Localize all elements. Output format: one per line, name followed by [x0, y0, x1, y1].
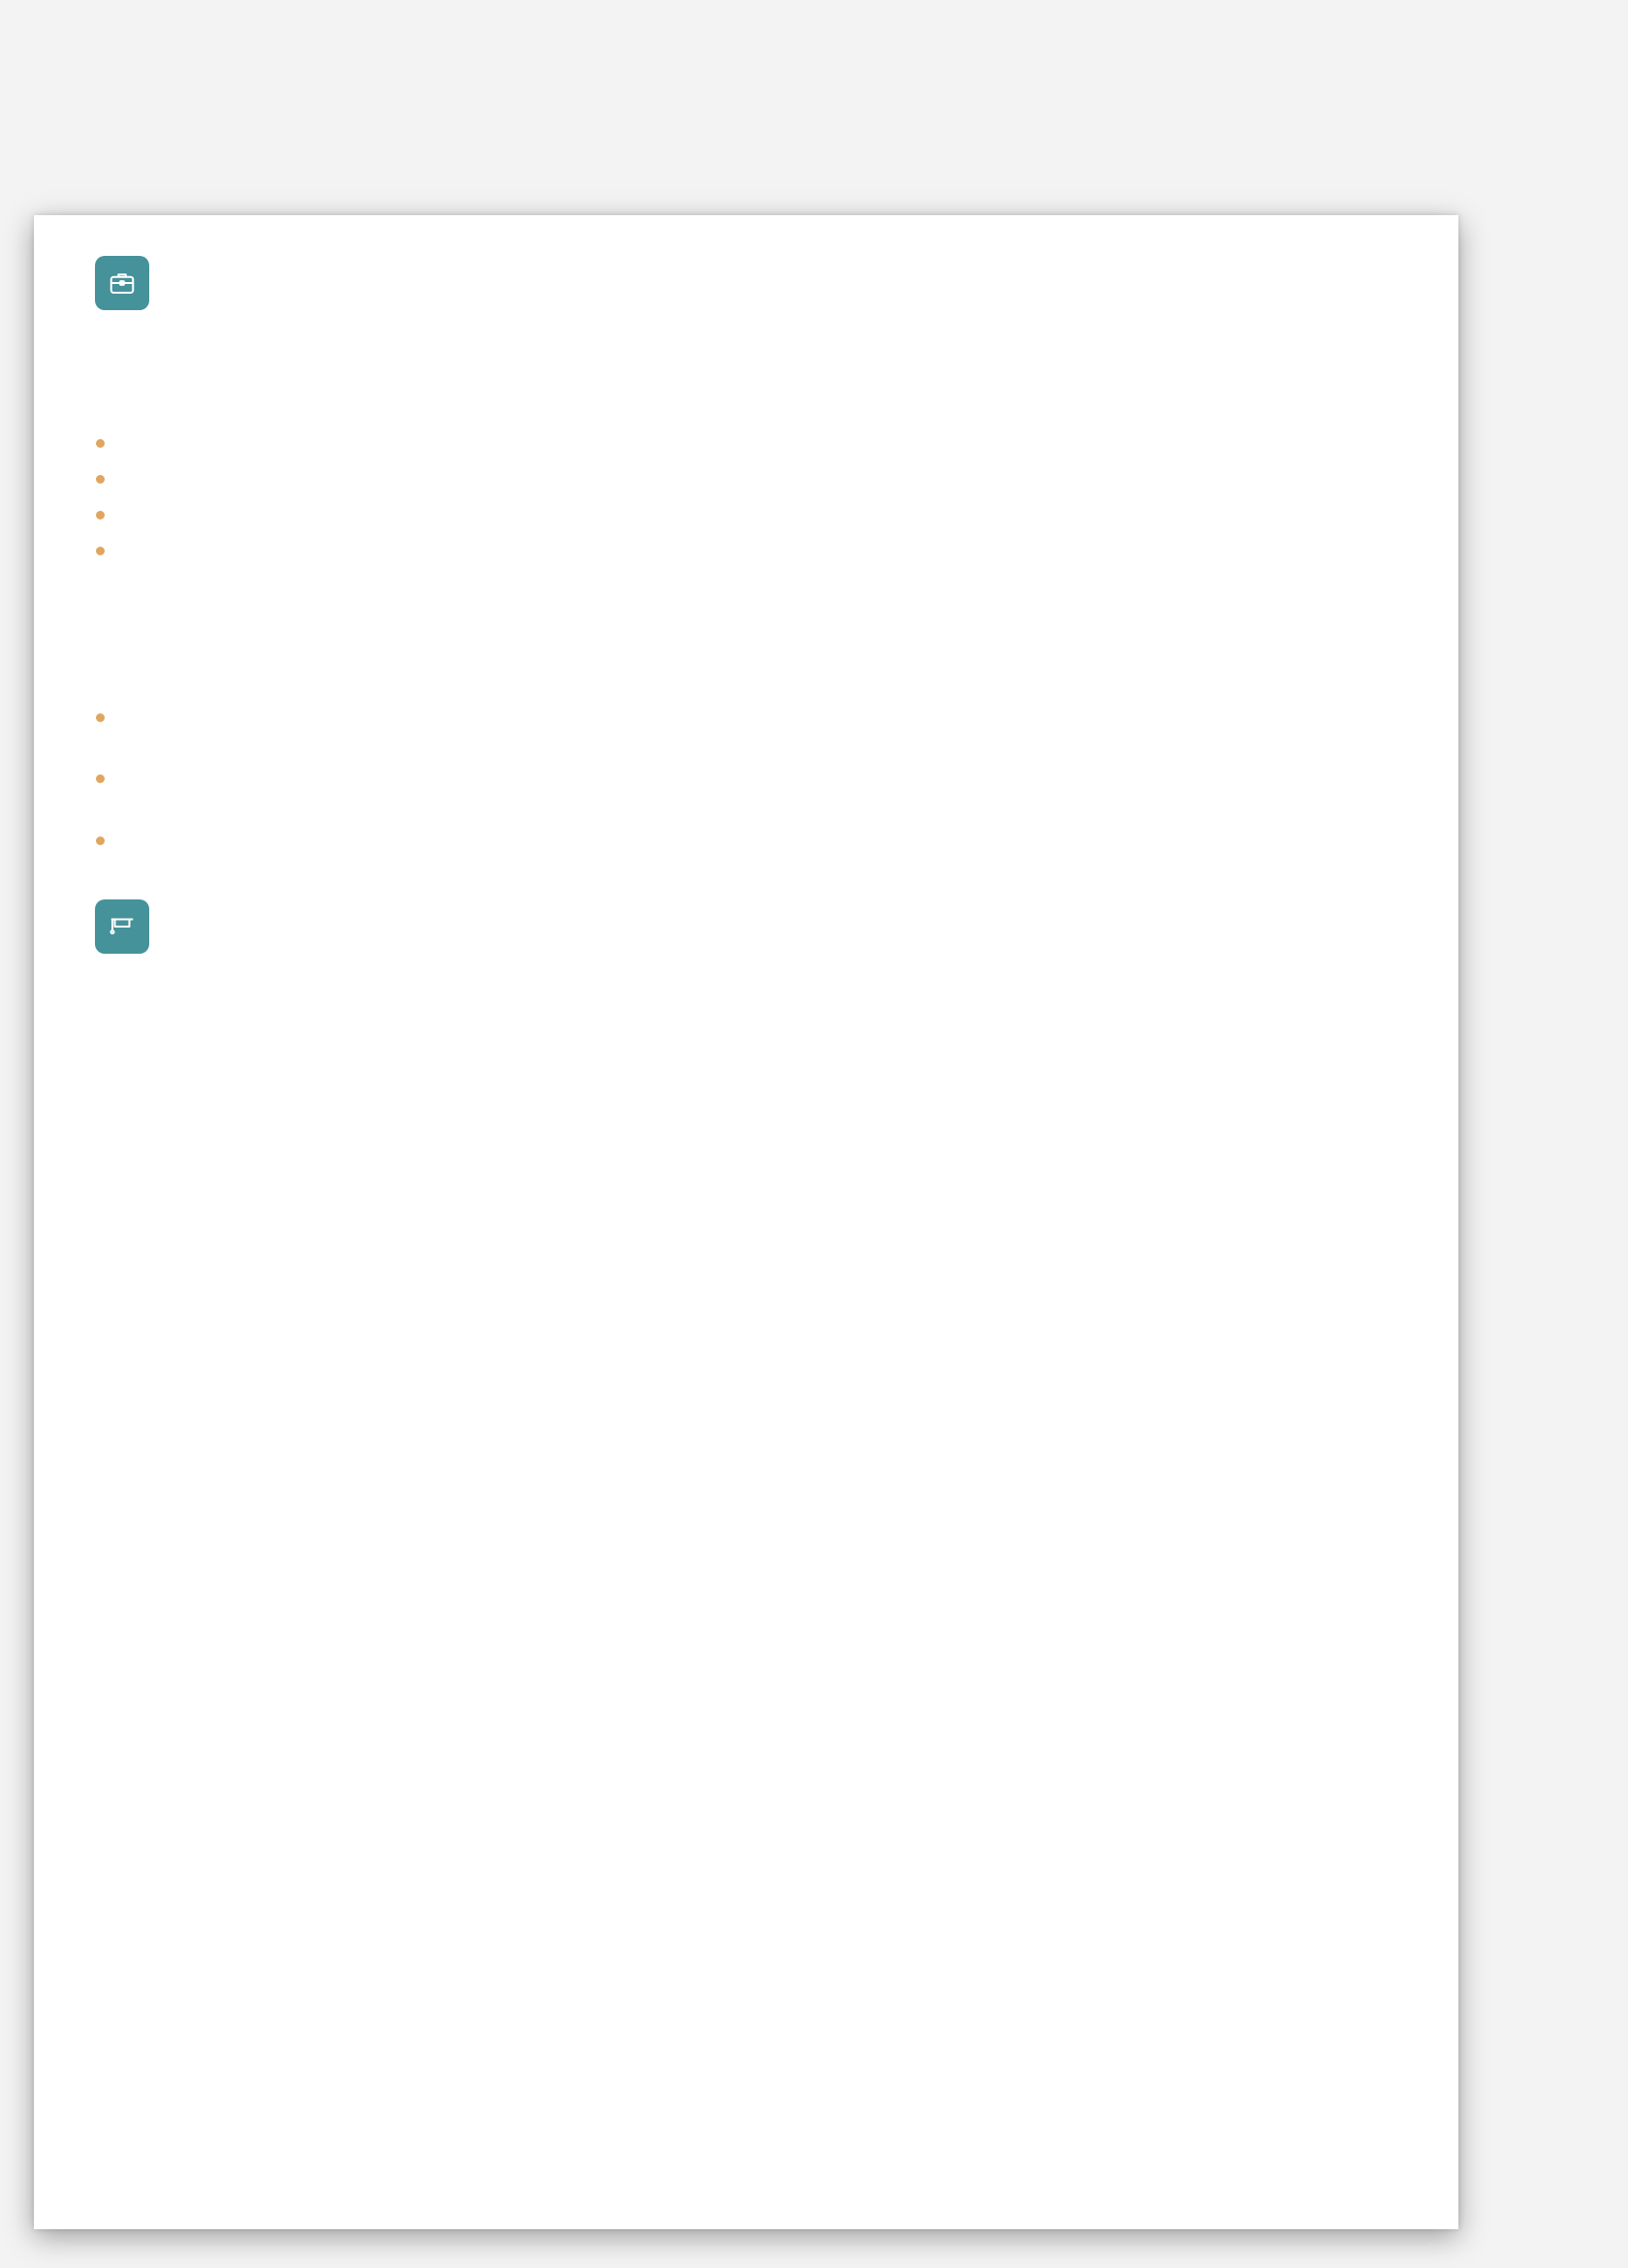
- graduation-cap-icon: [95, 899, 149, 954]
- back-job-2-bullet: [96, 709, 118, 731]
- back-job-1-bullet: [96, 470, 118, 493]
- page-2-visible-strip: [34, 215, 155, 2095]
- back-job-2-bullet: [96, 832, 118, 855]
- back-job-1-bullet: [96, 434, 118, 457]
- back-job-1-bullet: [96, 506, 118, 529]
- back-job-1-bullet: [96, 542, 118, 565]
- back-job-2-bullet: [96, 771, 118, 792]
